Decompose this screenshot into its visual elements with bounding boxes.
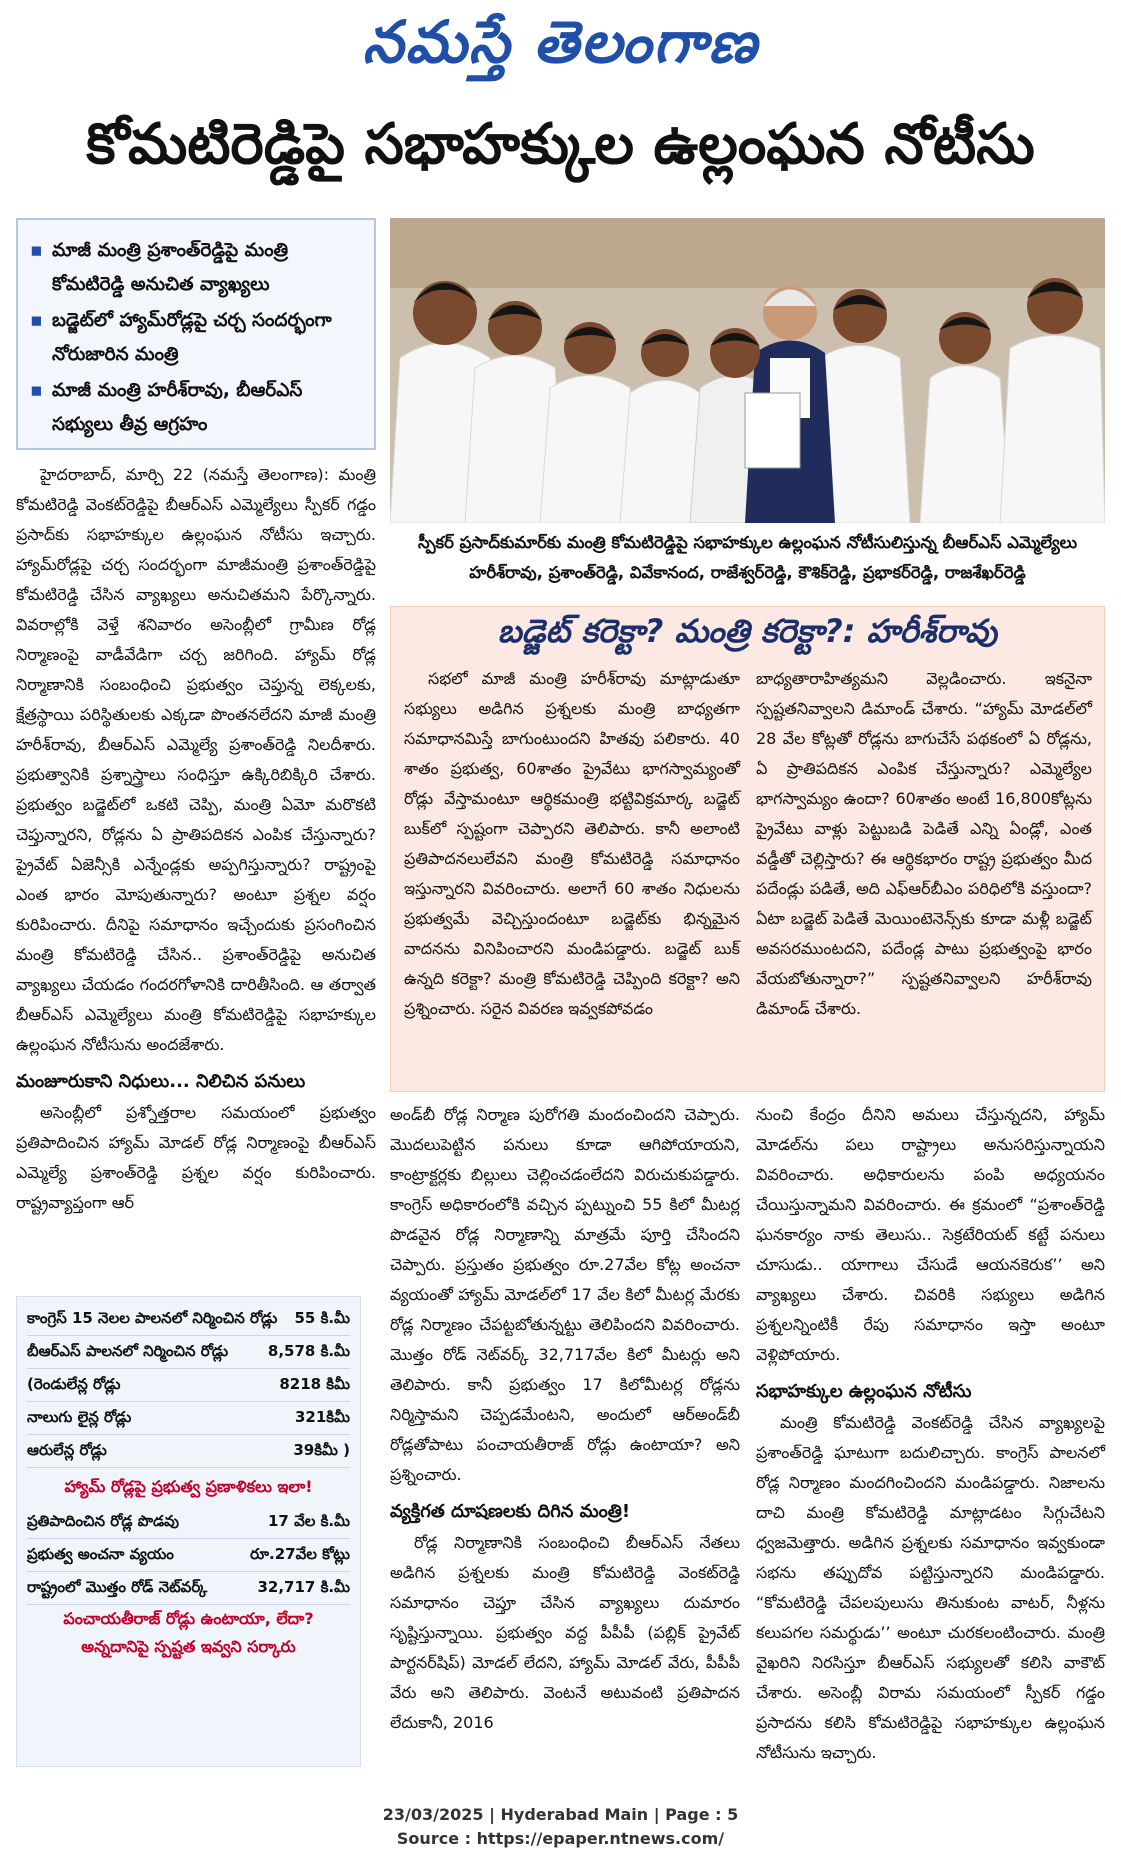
stat-label: రాష్ట్రంలో మొత్తం రోడ్ నెట్‌వర్క్ — [27, 1578, 208, 1596]
highlight-item — [30, 374, 362, 442]
left-story-subhead: మంజూరుకాని నిధులు... నిలిచిన పనులు — [16, 1071, 306, 1092]
mid-story-paragraph: అండ్‌బీ రోడ్ల నిర్మాణ పురోగతి మందంచిందని చెప్పారు. మొదలుపెట్టిన పనులు కూడా ఆగిపోయాయని, కాంట్రాక్టర్లకు బిల్లులు చెల్లించడంలేదని విరుచుకుపడ్డారు. కాంగ్రెస్ అధికారంలోకి వచ్చిన ప్పట్నుంచి 55 కిలో మీటర్ల పొడవైన రోడ్ల నిర్మాణాన్ని మాత్రమే పూర్తి చేసిందని చెప్పారు. ప్రస్తుతం ప్రభుత్వం రూ.27వేల కోట్ల అంచనా వ్యయంతో హ్యామ్ మోడల్‌లో 17 వేల కిలో మీటర్ల మేరకు రోడ్ల నిర్మాణం చేపట్టబోతున్నట్టు తెలిపిందని వివరించారు. మొత్తం రోడ్ నెట్‌వర్క్ 32,717వేల కిలో మీటర్లు అని తెలిపారు. కానీ ప్రభుత్వం 17 కిలోమీటర్ల రోడ్లను నిర్మిస్తామని చెప్పడమేంటని, అందులో ఆర్‌అండ్‌బీ రోడ్లతోపాటు పంచాయతీరాజ్ రోడ్లు ఉంటాయా? అని ప్రశ్నించారు. — [390, 1105, 740, 1484]
stat-label: బీఆర్‌ఎస్ పాలనలో నిర్మించిన రోడ్లు — [27, 1342, 229, 1360]
mid-story-paragraph: రోడ్ల నిర్మాణానికి సంబంధించి బీఆర్‌ఎస్ నేతలు అడిగిన ప్రశ్నలకు మంత్రి కోమటిరెడ్డి వెంకట్‌రెడ్డి సమాధానం చెప్తూ చేసిన వ్యాఖ్యలు దుమారం సృష్టిస్తున్నాయి. ప్రభుత్వం వద్ద పీపీపీ (పబ్లిక్ ప్రైవేట్ పార్టనర్‌షిప్) మోడల్ లేదని, హ్యామ్ మోడల్ వేరు, పీపీపీ వేరు అని తెలిపారు. వెంటనే అటువంటి ప్రతిపాదన లేదుకానీ, 2016 — [390, 1533, 740, 1732]
bullet-icon: ▪ — [30, 380, 43, 401]
footer-edition: 23/03/2025 | Hyderabad Main | Page : 5 — [382, 1805, 739, 1824]
news-photo — [390, 218, 1105, 523]
highlight-text: మాజీ మంత్రి హరీశ్‌రావు, బీఆర్‌ఎస్ సభ్యులు తీవ్ర ఆగ్రహం — [52, 380, 303, 435]
headline: కోమటిరెడ్డిపై సభాహక్కుల ఉల్లంఘన నోటీసు — [86, 112, 1035, 177]
mid-story-subhead: వ్యక్తిగత దూషణలకు దిగిన మంత్రి! — [390, 1501, 631, 1522]
stat-value: 55 కి.మీ — [294, 1309, 350, 1327]
stat-value: 17 వేల కి.మీ — [267, 1512, 350, 1530]
stats-footer: పంచాయతీరాజ్ రోడ్లు ఉంటాయా, లేదా? అన్నదానిపై స్పష్టత ఇవ్వని సర్కారు — [63, 1609, 314, 1656]
stats-box — [16, 1296, 361, 1767]
footer-source: Source : https://epaper.ntnews.com/ — [396, 1829, 725, 1848]
harish-story-col1 — [404, 664, 740, 1030]
stat-row — [27, 1506, 350, 1539]
stat-value: 8218 కిమీ — [279, 1375, 350, 1393]
right-story — [756, 1100, 1105, 1774]
stat-row — [27, 1303, 350, 1336]
left-story-paragraph: హైదరాబాద్, మార్చి 22 (నమస్తే తెలంగాణ): మంత్రి కోమటిరెడ్డి వెంకట్‌రెడ్డిపై బీఆర్‌ఎస్ ఎమ్మెల్యేలు స్పీకర్ గడ్డం ప్రసాద్‌కు సభాహక్కుల ఉల్లంఘన నోటీసు ఇచ్చారు. హ్యామ్‌రోడ్లపై చర్చ సందర్భంగా మాజీమంత్రి ప్రశాంత్‌రెడ్డిపై కోమటిరెడ్డి చేసిన వ్యాఖ్యలు అనుచితమని పేర్కొన్నారు. వివరాల్లోకి వెళ్తే శనివారం అసెంబ్లీలో గ్రామీణ రోడ్ల నిర్మాణంపై వాడీవేడిగా చర్చ జరిగింది. హ్యామ్ రోడ్ల నిర్మాణానికి సంబంధించి ప్రభుత్వం చెప్తున్న లెక్కలకు, క్షేత్రస్థాయి పరిస్థితులకు ఎక్కడా పొంతనలేదని మాజీ మంత్రి హరీశ్‌రావు, బీఆర్‌ఎస్ ఎమ్మెల్యే ప్రశాంత్‌రెడ్డి నిలదీశారు. ప్రభుత్వానికి ప్రశ్నాస్త్రాలు సంధిస్తూ ఉక్కిరిబిక్కిరి చేశారు. ప్రభుత్వం బడ్జెట్‌లో ఒకటి చెప్పి, మంత్రి ఏమో మరొకటి చెప్తున్నారని, రోడ్లను ఏ ప్రాతిపదికన ఎంపిక చేస్తున్నారు? ప్రైవేట్ ఏజెన్సీకి ఎన్నేండ్లకు అప్పగిస్తున్నారు? రాష్ట్రంపై ఎంత భారం మోపుతున్నారు? అంటూ ప్రశ్నల వర్షం కురిపించారు. దీనిపై సమాధానం ఇచ్చేందుకు ప్రసంగించిన మంత్రి కోమటిరెడ్డి చేసిన.. ప్రశాంత్‌రెడ్డిపై అనుచిత వ్యాఖ్యలు చేయడం గందరగోళానికి దారితీసింది. ఆ తర్వాత బీఆర్‌ఎస్ ఎమ్మెల్యేలు మంత్రి కోమటిరెడ్డిపై సభాహక్కుల ఉల్లంఘన నోటీసును అందజేశారు. — [16, 465, 376, 1054]
stat-row — [27, 1539, 350, 1572]
harish-story-col2 — [756, 664, 1092, 1030]
stat-row — [27, 1435, 350, 1468]
stat-row — [27, 1402, 350, 1435]
highlight-text: బడ్జెట్‌లో హ్యామ్‌రోడ్లపై చర్చ సందర్భంగా నోరుజారిన మంత్రి — [52, 310, 332, 365]
stat-label: ప్రతిపాదించిన రోడ్ల పొడవు — [27, 1512, 180, 1530]
stat-value: 321కిమీ — [294, 1408, 350, 1426]
stat-label: (రెండులేన్ల రోడ్లు — [27, 1375, 121, 1393]
stat-row — [27, 1572, 350, 1605]
stat-label: నాలుగు లైన్ల రోడ్లు — [27, 1408, 132, 1426]
page-footer — [0, 1803, 1121, 1851]
stat-row — [27, 1336, 350, 1369]
harish-story-paragraph: బాధ్యతారాహిత్యమని వెల్లడించారు. ఇకనైనా స్పష్టతనివ్వాలని డిమాండ్ చేశారు. “హ్యామ్ మోడల్‌లో 28 వేల కోట్లతో రోడ్లను బాగుచేసే పథకంలో ఏ రోడ్లను, ఏ ప్రాతిపదికన ఎంపిక చేస్తున్నారు? ఎమ్మెల్యేల భాగస్వామ్యం ఉందా? 60శాతం అంటే 16,800కోట్లను ప్రైవేటు వాళ్లు పెట్టుబడి పెడితే ఎన్ని ఏండ్లో, ఎంత వడ్డీతో చెల్లిస్తారు? ఈ ఆర్థికభారం రాష్ట్ర ప్రభుత్వం మీద పదేండ్లు పడితే, అది ఎఫ్‌ఆర్‌బీఎం పరిధిలోకి వస్తుందా? ఏటా బడ్జెట్ పెడితే మెయింటెనెన్స్‌కు కూడా మళ్లీ బడ్జెట్ అవసరముంటదని, పదేండ్ల పాటు ప్రభుత్వంపై భారం వేయబోతున్నారా?” స్పష్టతనివ్వాలని హరీశ్‌రావు డిమాండ్ చేశారు. — [756, 669, 1092, 1018]
bullet-icon: ▪ — [30, 240, 43, 261]
left-story — [16, 460, 376, 1224]
highlight-item — [30, 304, 362, 372]
stat-value: 39కిమీ ) — [293, 1441, 350, 1459]
harish-story-title: బడ్జెట్ కరెక్టా? మంత్రి కరెక్టా?: హరీశ్‌రావు — [497, 612, 998, 650]
right-story-subhead: సభాహక్కుల ఉల్లంఘన నోటీసు — [756, 1381, 972, 1402]
stat-label: కాంగ్రెస్ 15 నెలల పాలనలో నిర్మించిన రోడ్లు — [27, 1309, 278, 1327]
bullet-icon: ▪ — [30, 310, 43, 331]
highlight-item — [30, 234, 362, 302]
stat-value: 8,578 కి.మీ — [267, 1342, 350, 1360]
masthead: నమస్తే తెలంగాణ — [362, 8, 759, 76]
highlights-box — [16, 218, 376, 450]
highlight-text: మాజీ మంత్రి ప్రశాంత్‌రెడ్డిపై మంత్రి కోమటిరెడ్డి అనుచిత వ్యాఖ్యలు — [52, 240, 289, 295]
photo-caption: స్పీకర్ ప్రసాద్‌కుమార్‌కు మంత్రి కోమటిరెడ్డిపై సభాహక్కుల ఉల్లంఘన నోటీసులిస్తున్న బీఆర్‌ఎస్ ఎమ్మెల్యేలు హరీశ్‌రావు, ప్రశాంత్‌రెడ్డి, వివేకానంద, రాజేశ్వర్‌రెడ్డి, కౌశిక్‌రెడ్డి, ప్రభాకర్‌రెడ్డి, రాజశేఖర్‌రెడ్డి — [417, 533, 1078, 582]
mid-story — [390, 1100, 740, 1744]
stats-subtitle: హ్యామ్ రోడ్లపై ప్రభుత్వ ప్రణాళికలు ఇలా! — [64, 1477, 313, 1496]
photo-illustration — [390, 218, 1105, 523]
right-story-paragraph: నుంచి కేంద్రం దీనిని అమలు చేస్తున్నదని, హ్యామ్ మోడల్‌ను పలు రాష్ట్రాలు అనుసరిస్తున్నాయని వివరించారు. అధికారులను పంపి అధ్యయనం చేయిస్తున్నామని వివరించారు. ఈ క్రమంలో “ప్రశాంత్‌రెడ్డి ఘనకార్యం నాకు తెలుసు.. సెక్రటేరియట్ కట్టే పనులు చూసుడు.. యాగాలు చేసుడే ఆయనకెరుక’’ అని వ్యాఖ్యలు చేశారు. చివరికి సభ్యులు అడిగిన ప్రశ్నలన్నింటికీ రేపు సమాధానం ఇస్తా అంటూ వెళ్లిపోయారు. — [756, 1105, 1105, 1364]
harish-story-paragraph: సభలో మాజీ మంత్రి హరీశ్‌రావు మాట్లాడుతూ సభ్యులు అడిగిన ప్రశ్నలకు మంత్రి బాధ్యతగా సమాధానమిస్తే బాగుంటుందని హితవు పలికారు. 40 శాతం ప్రభుత్వ, 60శాతం ప్రైవేటు భాగస్వామ్యంతో రోడ్లు వేస్తామంటూ ఆర్థికమంత్రి భట్టివిక్రమార్క బడ్జెట్ బుక్‌లో స్పష్టంగా చెప్పారని తెలిపారు. కానీ అలాంటి ప్రతిపాదనలులేవని మంత్రి కోమటిరెడ్డి సమాధానం ఇస్తున్నారని వివరించారు. అలాగే 60 శాతం నిధులను ప్రభుత్వమే వెచ్చిస్తుందంటూ బడ్జెట్‌కు భిన్నమైన వాదనను వినిపించారని మండిపడ్డారు. బడ్జెట్ బుక్ ఉన్నది కరెక్టా? మంత్రి కోమటిరెడ్డి చెప్పింది కరెక్టా? అని ప్రశ్నించారు. సరైన వివరణ ఇవ్వకపోవడం — [404, 669, 740, 1018]
stat-value: రూ.27వేల కోట్లు — [250, 1545, 350, 1563]
left-story-sub-paragraph: అసెంబ్లీలో ప్రశ్నోత్తరాల సమయంలో ప్రభుత్వం ప్రతిపాదించిన హ్యామ్ మోడల్ రోడ్ల నిర్మాణంపై బీఆర్‌ఎస్ ఎమ్మెల్యే ప్రశాంత్‌రెడ్డి ప్రశ్నల వర్షం కురిపించారు. రాష్ట్రవ్యాప్తంగా ఆర్ — [16, 1103, 376, 1212]
stat-value: 32,717 కి.మీ — [257, 1578, 350, 1596]
right-story-paragraph: మంత్రి కోమటిరెడ్డి వెంకట్‌రెడ్డి చేసిన వ్యాఖ్యలపై ప్రశాంత్‌రెడ్డి ఘాటుగా బదులిచ్చారు. కాంగ్రెస్ పాలనలో రోడ్ల నిర్మాణం మందగించిందని మండిపడ్డారు. నిజాలను దాచి మంత్రి కోమటిరెడ్డి మాట్లాడటం సిగ్గుచేటని ధ్వజమెత్తారు. అడిగిన ప్రశ్నలకు సమాధానం ఇవ్వకుండా సభను తప్పుదోవ పట్టిస్తున్నారని మండిపడ్డారు. “కోమటిరెడ్డి చేపలపులుసు తినుకుంట వాటర్, నీళ్లను కలుపగల సమర్థుడు’’ అంటూ చురకలంటించారు. మంత్రి వైఖరిని నిరసిస్తూ బీఆర్‌ఎస్ సభ్యులతో కలిసి వాకౌట్ చేశారు. అసెంబ్లీ విరామ సమయంలో స్పీకర్ గడ్డం ప్రసాదను కలిసి కోమటిరెడ్డిపై సభాహక్కుల ఉల్లంఘన నోటీసును ఇచ్చారు. — [756, 1413, 1105, 1762]
stat-row — [27, 1369, 350, 1402]
stat-label: ఆరులేన్ల రోడ్లు — [27, 1441, 107, 1459]
stat-label: ప్రభుత్వ అంచనా వ్యయం — [27, 1545, 174, 1563]
